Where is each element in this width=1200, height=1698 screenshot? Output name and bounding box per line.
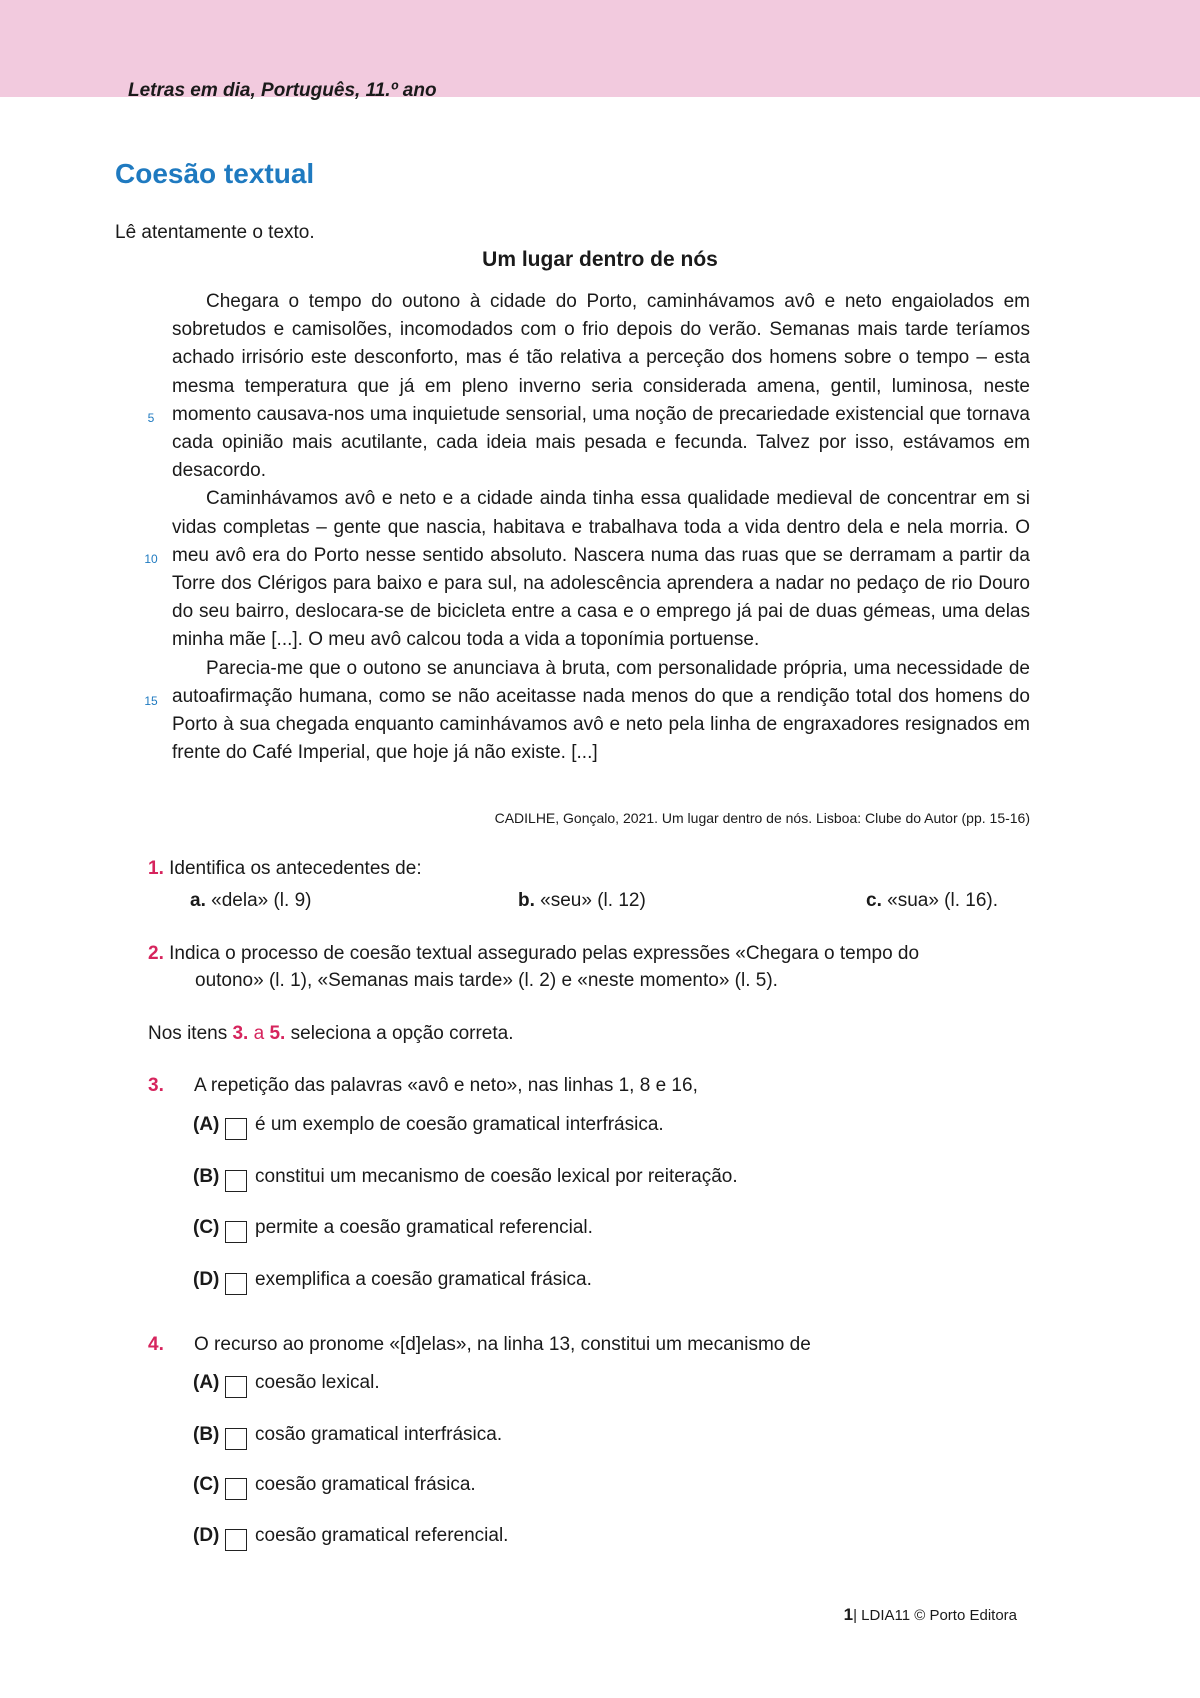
question-4-option-a bbox=[193, 1368, 380, 1398]
question-3-option-a bbox=[193, 1110, 664, 1140]
item-label: b. bbox=[518, 890, 535, 911]
passage-paragraph: Caminhávamos avô e neto e a cidade ainda tinha essa qualidade medieval de concentrar em si vidas completas – gente que nascia, habitava e trabalhava toda a vida dentro dela e nela morria. O meu avô era do Porto nesse sentido absoluto. Nascera numa das ruas que se derramam a partir da Torre dos Clérigos para baixo e para sul, na adolescência aprendera a nadar no pedaço de rio Douro do seu bairro, deslocara-se de bicicleta entre a casa e o emprego já pai de duas gémeas, uma delas minha mãe [...]. O meu avô calcou toda a vida a toponímia portuense. bbox=[172, 488, 1030, 651]
option-text: permite a coesão gramatical referencial. bbox=[255, 1217, 593, 1238]
book-title: Letras em dia, Português, 11.º ano bbox=[128, 80, 437, 101]
line-number: 15 bbox=[144, 694, 158, 708]
passage-paragraph: Chegara o tempo do outono à cidade do Porto, caminhávamos avô e neto engaiolados em sobretudos e camisolões, incomodados com o frio depois do verão. Semanas mais tarde teríamos achado irrisório este desconforto, mas é tão relativa a perceção dos homens sobre o tempo – esta mesma temperatura que já em pleno inverno seria considerada amena, gentil, luminosa, neste momento causava-nos uma inquietude sensorial, uma noção de precariedade existencial que tornava cada opinião mais acutilante, cada ideia mais pesada e fecunda. Talvez por isso, estávamos em desacordo. bbox=[172, 291, 1030, 482]
question-2 bbox=[148, 940, 919, 967]
question-3-option-b bbox=[193, 1162, 738, 1192]
question-text: Indica o processo de coesão textual assegurado pelas expressões «Chegara o tempo do bbox=[169, 943, 920, 964]
question-3-option-d bbox=[193, 1265, 592, 1295]
answer-checkbox[interactable] bbox=[225, 1170, 247, 1192]
option-letter: (C) bbox=[193, 1217, 220, 1238]
question-4-option-c bbox=[193, 1470, 476, 1500]
page-footer bbox=[844, 1605, 1017, 1625]
option-text: coesão gramatical referencial. bbox=[255, 1525, 509, 1546]
note-number: 3. bbox=[232, 1023, 249, 1044]
question-1-item-b bbox=[518, 887, 646, 914]
answer-checkbox[interactable] bbox=[225, 1221, 247, 1243]
question-1 bbox=[148, 855, 422, 882]
note-text: Nos itens bbox=[148, 1023, 228, 1044]
question-4-option-b bbox=[193, 1420, 502, 1450]
option-letter: (C) bbox=[193, 1474, 220, 1495]
answer-checkbox[interactable] bbox=[225, 1273, 247, 1295]
question-text: A repetição das palavras «avô e neto», nas linhas 1, 8 e 16, bbox=[194, 1075, 698, 1096]
answer-checkbox[interactable] bbox=[225, 1428, 247, 1450]
question-number: 2. bbox=[148, 943, 164, 964]
reading-passage bbox=[172, 288, 1030, 767]
question-1-item-c bbox=[866, 887, 998, 914]
passage-paragraph: Parecia-me que o outono se anunciava à bruta, com personalidade própria, uma necessidade de autoafirmação humana, como se não aceitasse nada menos do que a rendição total dos homens do Porto à sua chegada enquanto caminhávamos avô e neto pela linha de engraxadores resignados em frente do Café Imperial, que hoje já não existe. [...] bbox=[172, 657, 1030, 764]
note-text: seleciona a opção correta. bbox=[290, 1023, 514, 1044]
item-text: «sua» (l. 16). bbox=[887, 890, 999, 911]
option-letter: (A) bbox=[193, 1372, 220, 1393]
footer-text: | LDIA11 © Porto Editora bbox=[853, 1607, 1017, 1624]
question-2-continuation: outono» (l. 1), «Semanas mais tarde» (l. 2) e «neste momento» (l. 5). bbox=[195, 970, 778, 991]
section-title: Coesão textual bbox=[115, 158, 315, 189]
question-text: O recurso ao pronome «[d]elas», na linha 13, constitui um mecanismo de bbox=[194, 1334, 811, 1355]
answer-checkbox[interactable] bbox=[225, 1376, 247, 1398]
question-number: 3. bbox=[148, 1075, 164, 1096]
note-number: 5. bbox=[269, 1023, 286, 1044]
page-number: 1 bbox=[843, 1605, 854, 1624]
items-note bbox=[148, 1020, 514, 1047]
question-4-option-d bbox=[193, 1521, 508, 1551]
answer-checkbox[interactable] bbox=[225, 1478, 247, 1500]
question-number: 4. bbox=[148, 1334, 164, 1355]
question-3 bbox=[148, 1072, 698, 1099]
item-text: «seu» (l. 12) bbox=[540, 890, 646, 911]
instruction-text: Lê atentamente o texto. bbox=[115, 222, 315, 243]
line-number: 10 bbox=[144, 552, 158, 566]
option-text: coesão lexical. bbox=[255, 1372, 380, 1393]
line-number: 5 bbox=[147, 411, 155, 425]
text-title: Um lugar dentro de nós bbox=[482, 248, 718, 271]
question-1-item-a bbox=[190, 887, 311, 914]
question-number: 1. bbox=[148, 858, 164, 879]
option-letter: (D) bbox=[193, 1525, 220, 1546]
option-text: é um exemplo de coesão gramatical interfrásica. bbox=[255, 1114, 664, 1135]
option-letter: (A) bbox=[193, 1114, 220, 1135]
question-text: Identifica os antecedentes de: bbox=[169, 858, 422, 879]
option-letter: (B) bbox=[193, 1166, 220, 1187]
option-text: cosão gramatical interfrásica. bbox=[255, 1424, 503, 1445]
option-text: coesão gramatical frásica. bbox=[255, 1474, 476, 1495]
note-connector: a bbox=[253, 1023, 265, 1044]
item-label: c. bbox=[866, 890, 882, 911]
option-text: exemplifica a coesão gramatical frásica. bbox=[255, 1269, 592, 1290]
answer-checkbox[interactable] bbox=[225, 1529, 247, 1551]
citation: CADILHE, Gonçalo, 2021. Um lugar dentro de nós. Lisboa: Clube do Autor (pp. 15-16) bbox=[494, 810, 1030, 826]
option-letter: (D) bbox=[193, 1269, 220, 1290]
question-4 bbox=[148, 1331, 811, 1358]
item-text: «dela» (l. 9) bbox=[211, 890, 312, 911]
option-text: constitui um mecanismo de coesão lexical por reiteração. bbox=[255, 1166, 738, 1187]
answer-checkbox[interactable] bbox=[225, 1118, 247, 1140]
question-3-option-c bbox=[193, 1213, 593, 1243]
item-label: a. bbox=[190, 890, 206, 911]
option-letter: (B) bbox=[193, 1424, 220, 1445]
